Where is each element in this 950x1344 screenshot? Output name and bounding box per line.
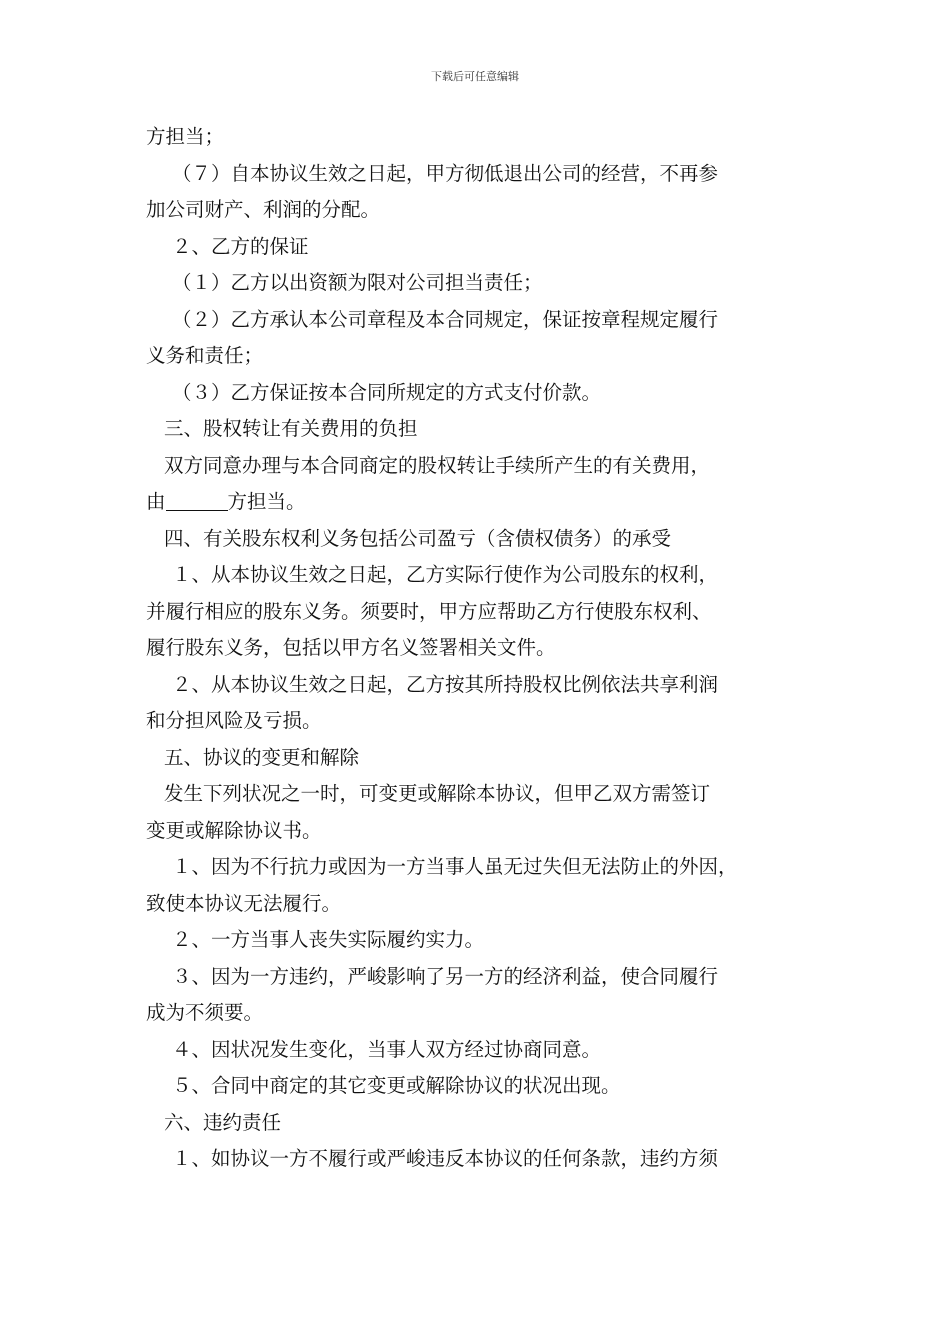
paragraph-line: （３）乙方保证按本合同所规定的方式支付价款。 xyxy=(172,380,602,404)
paragraph-line: ２、从本协议生效之日起，乙方按其所持股权比例依法共享利润 xyxy=(172,672,719,696)
paragraph-line: ５、合同中商定的其它变更或解除协议的状况出现。 xyxy=(172,1074,621,1097)
paragraph-line: 发生下列状况之一时，可变更或解除本协议，但甲乙双方需签订 xyxy=(164,782,711,805)
document-body xyxy=(146,119,826,1178)
section-heading: 四、有关股东权利义务包括公司盈亏（含债权债务）的承受 xyxy=(164,526,672,550)
paragraph-line: 和分担风险及亏损。 xyxy=(146,709,322,732)
section-heading: 五、协议的变更和解除 xyxy=(164,745,360,769)
paragraph-line: ４、因状况发生变化，当事人双方经过协商同意。 xyxy=(172,1037,602,1061)
paragraph-line: （２）乙方承认本公司章程及本合同规定，保证按章程规定履行 xyxy=(172,307,719,331)
paragraph-line: 由 方担当。 xyxy=(146,490,306,513)
paragraph-line: １、因为不行抗力或因为一方当事人虽无过失但无法防止的外因， xyxy=(172,855,738,878)
paragraph-line: １、从本协议生效之日起，乙方实际行使作为公司股东的权利， xyxy=(172,563,719,586)
fill-in-blank xyxy=(166,488,228,511)
paragraph-line: 致使本协议无法履行。 xyxy=(146,891,342,915)
paragraph-line: ３、因为一方违约，严峻影响了另一方的经济利益，使合同履行 xyxy=(172,964,719,988)
paragraph-line: 义务和责任； xyxy=(146,344,264,367)
paragraph-line: （１）乙方以出资额为限对公司担当责任； xyxy=(172,271,543,294)
paragraph-line: 变更或解除协议书。 xyxy=(146,818,322,842)
paragraph-line: 并履行相应的股东义务。须要时，甲方应帮助乙方行使股东权利、 xyxy=(146,599,712,623)
paragraph-line: （７）自本协议生效之日起，甲方彻低退出公司的经营，不再参 xyxy=(172,161,719,185)
paragraph-line: 履行股东义务，包括以甲方名义签署相关文件。 xyxy=(146,636,556,659)
section-heading: 三、股权转让有关费用的负担 xyxy=(164,417,418,440)
paragraph-line: 成为不须要。 xyxy=(146,1001,264,1024)
paragraph-line: １、如协议一方不履行或严峻违反本协议的任何条款，违约方须 xyxy=(172,1147,719,1170)
paragraph-line: 方担当； xyxy=(146,125,225,148)
paragraph-line: 加公司财产、利润的分配。 xyxy=(146,198,381,221)
section-heading: ２、乙方的保证 xyxy=(172,234,309,258)
paragraph-line: ２、一方当事人丧失实际履约实力。 xyxy=(172,928,485,951)
paragraph-line: 双方同意办理与本合同商定的股权转让手续所产生的有关费用， xyxy=(164,453,711,477)
page-header: 下载后可任意编辑 xyxy=(431,70,519,83)
section-heading: 六、违约责任 xyxy=(164,1110,282,1134)
